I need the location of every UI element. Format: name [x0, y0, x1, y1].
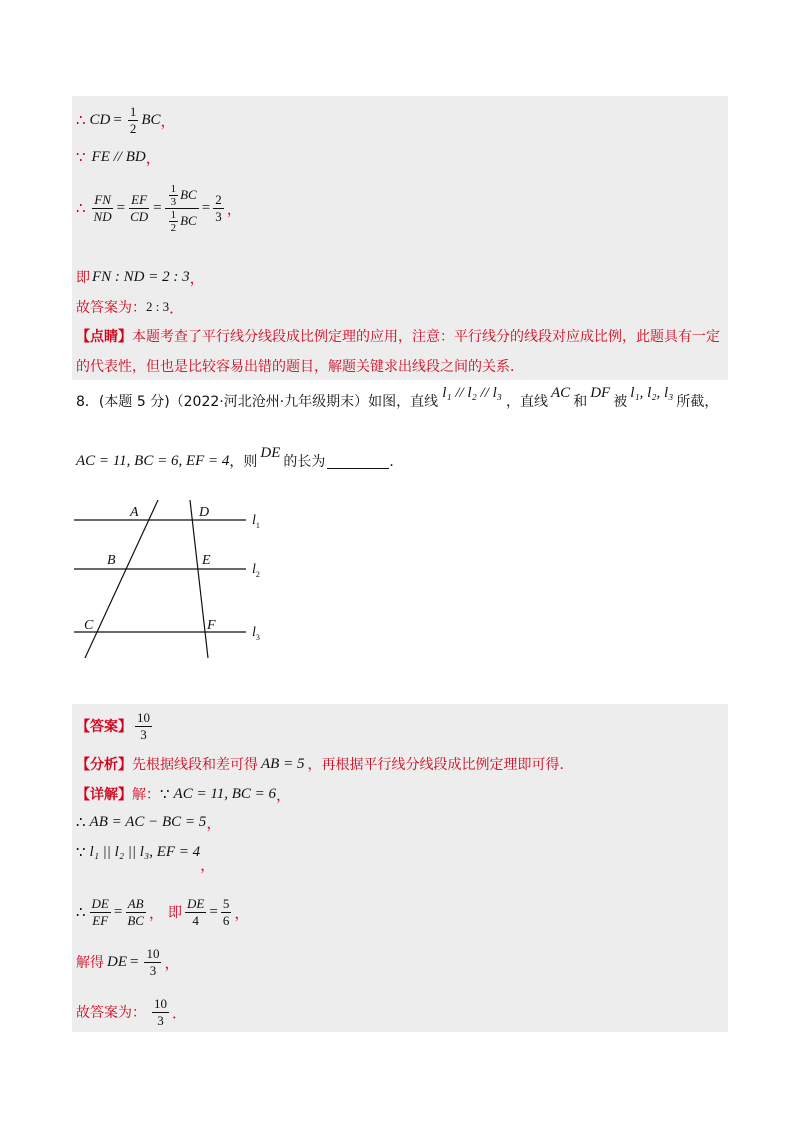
label-e: E: [202, 553, 211, 568]
step-solve: 解得 DE = $\frac{10}{3}$ ，: [76, 945, 180, 978]
final-answer-line: 故答案为： $\frac{10}{3}$ ．: [76, 995, 188, 1028]
transversal-ac: [85, 500, 158, 658]
step-parallel: ∵ l₁ || l₂ || l₃, EF = 4 ，: [76, 843, 216, 874]
question-8-line2: AC = 11, BC = 6, EF = 4 ，则 DE 的长为 ．: [76, 444, 404, 470]
label-d: D: [199, 505, 210, 520]
compound-fraction: $\frac{1}{3}$ BC $\frac{1}{2}$ BC: [165, 183, 199, 234]
answer-tag-line: 【答案】 $\frac{10}{3}$: [76, 709, 150, 742]
parallel-lines-figure: [70, 500, 270, 670]
fraction-half: $\frac{1}{2}$: [129, 103, 137, 136]
transversal-df: [190, 500, 208, 658]
label-l2: $l_2$: [252, 562, 260, 579]
detail-line: 【详解】 解： ∵ AC = 11, BC = 6 ，: [76, 785, 292, 804]
answer-line-7: 故答案为： 2 : 3 ．: [76, 298, 185, 317]
dianjing-note: 【点睛】本题考查了平行线分线段成比例定理的应用，注意：平行线分的线段对应成比例，此题具有一定 的代表性，但也是比较容易出错的题目，解题关键求出线段之间的关系．: [76, 329, 720, 375]
step-ratio-fraction: ∴ $\frac{FN}{ND}$ = $\frac{EF}{CD}$ = $\frac{1}{3}$ BC $\frac{1}{2}$ BC = $\frac{2}{3}$ ，: [76, 182, 242, 234]
step-proportion: ∴ $\frac{DE}{EF}$ = $\frac{AB}{BC}$ ， 即 $\frac{DE}{4}$ = $\frac{5}{6}$ ，: [76, 895, 250, 928]
step-fn-nd-ratio: 即 FN : ND = 2 : 3 ，: [76, 268, 205, 287]
step-ab: ∴ AB = AC − BC = 5 ，: [76, 813, 222, 832]
label-a: A: [130, 505, 139, 520]
answer-blank: [327, 454, 389, 469]
analysis-line: 【分析】 先根据线段和差可得 AB = 5 ，再根据平行线分线段成比例定理即可得．: [76, 755, 574, 773]
step-fe-parallel-bd: ∵ FE // BD ，: [76, 148, 161, 167]
label-f: F: [207, 618, 216, 633]
question-8-line1: 8． (本题 5 分)（2022·河北沧州·九年级期末）如图，直线 l₁ // l₂ // l₃ ，直线 AC 和 DF 被 l₁, l₂, l₃ 所截，: [76, 384, 719, 410]
label-l3: $l_3$: [252, 625, 260, 642]
label-b: B: [107, 553, 116, 568]
label-c: C: [84, 618, 94, 633]
step-cd-half-bc: ∴ CD = $\frac{1}{2}$ BC ，: [76, 103, 176, 136]
label-l1: $l_1$: [252, 513, 260, 530]
